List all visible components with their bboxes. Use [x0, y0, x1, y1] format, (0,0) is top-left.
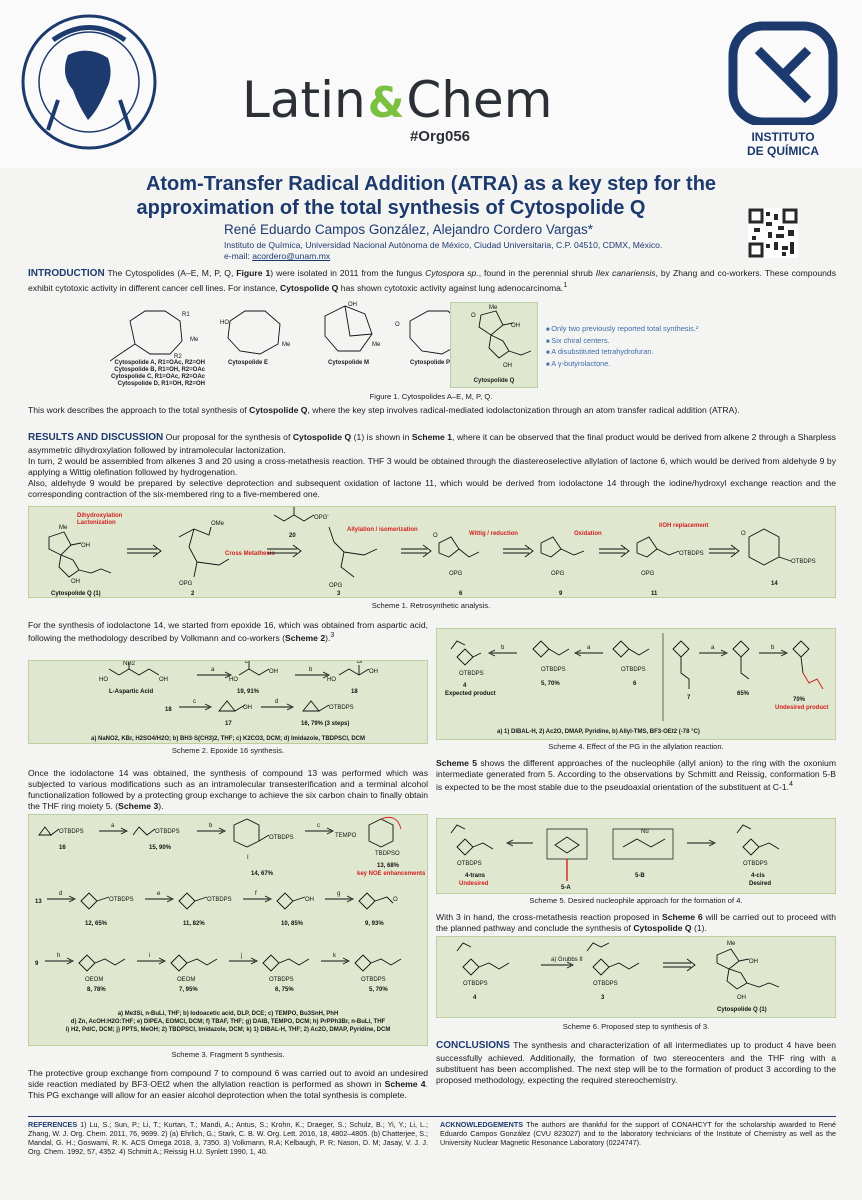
scheme4-compound: 65% [737, 691, 750, 697]
iodo2-end: ). [158, 801, 164, 811]
figure1-caption: Figure 1. Cytospolides A–E, M, P, Q. [369, 392, 493, 401]
iodolactone-end: ). [325, 632, 331, 643]
scheme1-label: Wittig / reduction [469, 531, 518, 537]
scheme6-compound: Cytospolide Q (1) [717, 1007, 767, 1013]
scheme3-compound: 16 [59, 845, 66, 851]
svg-text:h: h [57, 953, 61, 959]
scheme6-compound: 4 [473, 995, 477, 1001]
scheme4-compound: 6 [633, 681, 637, 687]
svg-text:OTBDPS: OTBDPS [207, 897, 232, 903]
svg-text:OEOM: OEOM [177, 977, 196, 983]
intro-heading: INTRODUCTION [28, 268, 105, 279]
results-text: , where it can be observed that the final product would be derived from alkene 2 through a Sharpless asymmetric dihydroxylation followed by intramolecular lactonization. [28, 432, 836, 455]
unam-seal-logo [18, 10, 160, 160]
svg-text:OTBDPS: OTBDPS [459, 671, 484, 677]
instituto-quimica-logo [718, 20, 848, 160]
svg-text:TBDPSO: TBDPSO [375, 851, 400, 857]
scheme3-compound: 8, 78% [87, 987, 106, 993]
scheme1-compound: 14 [771, 581, 778, 587]
iodolactone-scheme-ref: Scheme 2 [285, 632, 326, 643]
svg-text:HO: HO [220, 320, 229, 326]
scheme5-body: shows the different approaches of the nucleophile (allyl anion) to the ring with the oxonium intermediate generated from 5. According to the observations by Schmitt and Reissig, conformation 5-B is expected to be the most stable due to the pseudoaxial orientation of the substituent at C-1. [436, 758, 836, 792]
results-scheme-ref: Scheme 1 [411, 432, 453, 442]
scheme3-box [28, 814, 428, 1046]
svg-text:OTBDPS: OTBDPS [269, 835, 294, 841]
svg-text:HO: HO [327, 677, 336, 683]
fig1-label-p: Cytospolide P [410, 360, 451, 366]
scheme1-caption: Scheme 1. Retrosynthetic analysis. [371, 601, 491, 610]
scheme3-compound: 12, 65% [85, 921, 108, 927]
svg-text:OPG: OPG [449, 571, 463, 577]
svg-text:OPG: OPG [551, 571, 565, 577]
iodo2-scheme-ref: Scheme 3 [118, 801, 159, 811]
svg-text:OH: OH [749, 959, 758, 965]
email-label: e-mail: [224, 251, 253, 261]
scheme6-box [436, 936, 836, 1018]
svg-text:OTBDPS: OTBDPS [361, 977, 386, 983]
scheme6-compound: 3 [601, 995, 605, 1001]
svg-text:OH: OH [348, 302, 357, 308]
scheme5-compound: Desired [749, 881, 772, 887]
svg-text:OTBDPS: OTBDPS [463, 981, 488, 987]
svg-text:c: c [193, 699, 196, 705]
svg-text:OPG': OPG' [314, 515, 329, 521]
institute-line1: INSTITUTO [751, 130, 815, 144]
svg-text:OTBDPS: OTBDPS [791, 559, 816, 565]
fig1-label: Cytospolide C, R1=OAc, R2=OAc [110, 374, 205, 380]
intro-shrub: Ilex canariensis [595, 268, 656, 278]
bullet-text: A γ-butyrolactone. [551, 358, 611, 368]
scheme6-body: With 3 in hand, the cross-metathesis reaction proposed in [436, 912, 663, 922]
scheme5-compound: 5-B [635, 873, 645, 879]
iodo2-text [28, 768, 428, 812]
scheme3-compound: 7, 95% [179, 987, 198, 993]
scheme1-compound: 3 [337, 591, 341, 597]
svg-text:OEOM: OEOM [85, 977, 104, 983]
svg-text:Me: Me [727, 941, 736, 947]
scheme4-compound: 7 [687, 695, 691, 701]
svg-text:Me: Me [372, 342, 381, 348]
scheme4-conditions: a) 1) DIBAL-H, 2) Ac2O, DMAP, Pyridine, b) Allyl-TMS, BF3·OEt2 (-78 °C) [497, 729, 700, 735]
scheme4-caption: Scheme 4. Effect of the PG in the allylation reaction. [548, 742, 724, 751]
svg-text:Me: Me [190, 337, 199, 343]
scheme2-compound: 18 [165, 707, 172, 713]
svg-text:OTBDPS: OTBDPS [457, 861, 482, 867]
scheme1-label: Oxidation [574, 531, 602, 537]
svg-text:OTBDPS: OTBDPS [541, 667, 566, 673]
conclusions-section [436, 1040, 836, 1086]
scheme3-compound: 15, 90% [149, 845, 172, 851]
conclusions-body: The synthesis and characterization of all intermediates up to product 4 have been successfully achieved. Additionally, the formation of two stereocenters and the THF ring with a substituent has been accomplished. The next step will be to the formation of product 3 according to the proposed methodology, expecting the required stereochemistry. [436, 1040, 836, 1085]
svg-text:Me: Me [489, 305, 498, 311]
logo-chem: Chem [406, 71, 553, 129]
svg-text:a: a [711, 645, 715, 651]
footer-divider [28, 1116, 836, 1117]
scheme3-caption: Scheme 3. Fragment 5 synthesis. [171, 1050, 285, 1059]
svg-text:13: 13 [35, 899, 42, 905]
svg-text:OPG: OPG [179, 581, 193, 587]
svg-text:OTBDPS: OTBDPS [269, 977, 294, 983]
svg-text:a: a [211, 667, 215, 673]
scheme1-label: Cross Metathesis [225, 551, 275, 557]
svg-text:O: O [393, 897, 398, 903]
svg-text:Me: Me [59, 525, 68, 531]
references-section [28, 1120, 428, 1156]
title-line2: approximation of the total synthesis of Cytospolide Q [136, 197, 646, 219]
svg-text:k: k [333, 953, 336, 959]
svg-text:d: d [275, 699, 279, 705]
results-heading: RESULTS AND DISCUSSION [28, 432, 164, 443]
intro-text: The Cytospolides (A–E, M, P, Q, [104, 268, 237, 278]
scheme3-compound: 13, 68% [377, 863, 400, 869]
affiliation: Instituto de Química, Universidad Nacional Autónoma de México, Ciudad Universitaria, C.P. 04510, CDMX, México. [224, 240, 663, 250]
fig1-label: Cytospolide B, R1=OH, R2=OAc [114, 367, 205, 373]
svg-text:Br: Br [357, 661, 363, 665]
scheme5-caption: Scheme 5. Desired nucleophile approach for the formation of 4. [529, 896, 743, 905]
work-cytospolide-q: Cytospolide Q [249, 405, 308, 415]
svg-text:Me: Me [282, 342, 291, 348]
svg-text:a: a [111, 823, 115, 829]
svg-text:HO: HO [99, 677, 108, 683]
scheme6-ref: Scheme 6 [662, 912, 703, 922]
scheme4-compound: 4 [463, 683, 467, 689]
scheme2-conditions: a) NaNO2, KBr, H2SO4/H2O; b) BH3·S(CH3)2, THF; c) K2CO3, DCM; d) Imidazole, TBDPSCl, DCM [90, 736, 366, 742]
intro-cytospolide-q: Cytospolide Q [280, 282, 339, 293]
scheme1-compound: 2 [191, 591, 195, 597]
svg-text:b: b [209, 823, 213, 829]
svg-text:O: O [433, 533, 438, 539]
scheme5-text [436, 758, 836, 793]
svg-text:9: 9 [35, 961, 39, 967]
svg-text:OPG: OPG [641, 571, 655, 577]
pg-body: The protective group exchange from compound 7 to compound 6 was carried out to avoid an undesired side reaction mediated by BF3·OEt2 when the allylation reaction is performed as shown in [28, 1068, 428, 1089]
scheme1-compound: 11 [651, 591, 658, 597]
svg-text:e: e [157, 891, 161, 897]
acknowledgements-section [440, 1120, 836, 1147]
svg-text:OTBDPS: OTBDPS [155, 829, 180, 835]
fig1-label-q: Cytospolide Q [473, 378, 515, 384]
results-text: Our proposal for the synthesis of [163, 432, 293, 442]
iodolactone-text [28, 620, 428, 644]
svg-text:OPG: OPG [329, 583, 343, 589]
pg-scheme-ref: Scheme 4 [384, 1079, 426, 1089]
intro-fig-ref: Figure 1 [236, 268, 271, 278]
results-p2: In turn, 2 would be assembled from alkenes 3 and 20 using a cross-metathesis reaction. THF 3 would be obtained through the diastereoselective allylation of lactone 6, which would be derived from aldehyde 9 by applying a Wittig olefination followed by hydrogenation. [28, 455, 836, 477]
intro-text: has shown cytotoxic activity against lung adenocarcinoma. [338, 282, 564, 293]
svg-text:b: b [501, 645, 505, 651]
svg-text:Br: Br [245, 661, 251, 665]
svg-text:g: g [337, 891, 341, 897]
fig1-bullets [546, 324, 698, 370]
scheme6-text [436, 912, 836, 934]
acknowledgements-heading: ACKNOWLEDGEMENTS [440, 1120, 524, 1129]
svg-text:OH: OH [369, 669, 378, 675]
scheme1-compound: 20 [289, 533, 296, 539]
fig1-label-m: Cytospolide M [328, 360, 370, 366]
intro-section [28, 268, 836, 294]
fig1-label: Cytospolide D, R1=OH, R2=OH [117, 381, 205, 387]
work-text: , where the key step involves radical-mediated iodolactonization through an atom transfer radical addition (ATRA). [307, 405, 740, 415]
svg-text:HO: HO [229, 677, 238, 683]
scheme2-compound: 19, 91% [237, 689, 260, 695]
bullet-text: Six chiral centers. [551, 335, 610, 345]
svg-text:f: f [255, 891, 257, 897]
pg-text [28, 1068, 428, 1101]
email-link[interactable]: acordero@unam.mx [252, 251, 331, 261]
iodo2-body: Once the iodolactone 14 was obtained, the synthesis of compound 13 was performed which was subjected to various modifications such as an intramolecular transesterification and a terminal alcohol functionalization followed by a protecting group exchange to achieve the six carbon chain to finally obtain the THF ring moiety 5. ( [28, 768, 428, 811]
fig1-label-e: Cytospolide E [228, 360, 269, 366]
scheme2-compound: L-Aspartic Acid [109, 689, 154, 695]
scheme1-label: Allylation / isomerization [347, 527, 418, 533]
bullet-item: ■ A disubstituted tetrahydrofuran. [546, 347, 654, 357]
scheme2-compound: 18 [351, 689, 358, 695]
scheme3-compound: 6, 75% [275, 987, 294, 993]
scheme3-compound: 9, 93% [365, 921, 384, 927]
svg-text:R1: R1 [182, 312, 190, 318]
bullet-item: ■ Only two previously reported total synthesis.² [546, 324, 699, 333]
scheme1-compound: Cytospolide Q (1) [51, 591, 101, 597]
svg-text:OH: OH [81, 543, 90, 549]
scheme5-compound: 5-A [561, 885, 571, 891]
intro-text: , found in the perennial shrub [478, 268, 596, 278]
scheme6-body: will be carried out to proceed with the planned pathway and conclude the synthesis of [436, 912, 836, 933]
results-section [28, 432, 836, 500]
svg-text:O: O [741, 531, 746, 537]
scheme3-compound: 5, 70% [369, 987, 388, 993]
intro-text: ) were isolated in 2011 from the fungus [270, 268, 426, 278]
svg-text:OTBDPS: OTBDPS [329, 705, 354, 711]
svg-text:b: b [309, 667, 313, 673]
scheme4-compound: 70% [793, 697, 806, 703]
scheme4-compound: 5, 70% [541, 681, 560, 687]
svg-text:OTBDPS: OTBDPS [593, 981, 618, 987]
scheme1-label: Dihydroxylation [77, 513, 123, 519]
svg-text:R2: R2 [174, 354, 182, 360]
scheme3-noe: key NOE enhancements [357, 871, 426, 877]
scheme3-compound: 11, 82% [183, 921, 205, 927]
scheme3-conditions [29, 1010, 427, 1034]
svg-text:OTBDPS: OTBDPS [621, 667, 646, 673]
scheme5-compound: 4-trans [465, 873, 486, 879]
svg-text:b: b [771, 645, 775, 651]
scheme2-caption: Scheme 2. Epoxide 16 synthesis. [171, 746, 285, 755]
intro-fungus: Cytospora sp. [425, 268, 479, 278]
acknowledgements-body: The authors are thankful for the support of CONAHCYT for the scholarship awarded to René Eduardo Campos González (CVU 823027) and to the laboratory technicians of the Institute of Chemistry as well as the University Nuclear Magnetic Resonance Laboratory (0224747). [440, 1120, 836, 1147]
scheme6-conditions: a) Grubbs II [551, 957, 583, 963]
logo-ampersand-icon: & [367, 78, 405, 127]
scheme5-compound: 4-cis [751, 873, 765, 879]
svg-text:OTBDPS: OTBDPS [109, 897, 134, 903]
svg-text:OH: OH [71, 579, 80, 585]
svg-text:OH: OH [305, 897, 314, 903]
figure1 [110, 296, 750, 396]
svg-text:i: i [149, 953, 151, 959]
qr-code[interactable] [748, 208, 798, 258]
scheme3-cond: i) H2, Pd/C, DCM; j) PPTS, MeOH; 2) TBDPSCl, Imidazole, DCM; k) 1) DIBAL-H, THF; 2) Ac2O, DMAP, Pyridine, DCM [65, 1027, 391, 1033]
scheme1-compound: 9 [559, 591, 563, 597]
scheme1-label: I/OH replacement [659, 523, 709, 529]
svg-text:d: d [59, 891, 63, 897]
svg-text:OTBDPS: OTBDPS [679, 551, 704, 557]
scheme5-compound: Undesired [459, 881, 489, 887]
cytospolide-q-box [450, 302, 538, 388]
svg-text:j: j [241, 953, 243, 959]
svg-text:OMe: OMe [211, 521, 225, 527]
scheme6-end: (1). [691, 923, 707, 933]
svg-text:OH: OH [269, 669, 278, 675]
svg-text:TEMPO: TEMPO [335, 833, 357, 839]
scheme5-ref: Scheme 5 [436, 758, 478, 768]
scheme3-compound: 14, 67% [251, 871, 274, 877]
scheme3-cond: a) Me3Si, n-BuLi, THF; b) Iodoacetic acid, DLP, DCE; c) TEMPO, Bu3SnH, PhH [117, 1011, 339, 1017]
scheme1-label: Lactonization [77, 520, 116, 526]
scheme4-box [436, 628, 836, 740]
header [0, 0, 862, 168]
svg-text:OH: OH [243, 705, 252, 711]
scheme5-box [436, 818, 836, 894]
poster-title [0, 172, 862, 220]
scheme5-sup: 4 [789, 780, 794, 788]
iodolactone-body: For the synthesis of iodolactone 14, we started from epoxide 16, which was obtained from aspartic acid, following the methodology described by Volkmann and co-workers ( [28, 620, 428, 643]
scheme6-cq: Cytospolide Q [633, 923, 692, 933]
svg-text:I: I [247, 855, 249, 861]
svg-text:OH: OH [737, 995, 746, 1001]
institute-line2: DE QUÍMICA [747, 144, 819, 158]
svg-text:Nu: Nu [641, 829, 649, 835]
scheme2-box [28, 660, 428, 744]
svg-text:NH2: NH2 [123, 661, 136, 667]
latinchem-logo [242, 70, 632, 130]
scheme1-compound: 6 [459, 591, 463, 597]
bullet-text: Only two previously reported total synthesis.² [551, 324, 699, 333]
bullet-text: A disubstituted tetrahydrofuran. [551, 347, 654, 357]
bullet-item: ■ Six chiral centers. [546, 335, 610, 345]
conclusions-heading: CONCLUSIONS [436, 1040, 510, 1051]
fig1-label: Cytospolide A, R1=OAc, R2=OH [114, 360, 205, 366]
scheme2-compound: 16, 79% (3 steps) [301, 721, 350, 727]
references-heading: REFERENCES [28, 1120, 78, 1129]
svg-text:a: a [587, 645, 591, 651]
scheme3-compound: 10, 85% [281, 921, 304, 927]
svg-text:c: c [317, 823, 320, 829]
poster-code: #Org056 [409, 128, 471, 145]
results-p3: Also, aldehyde 9 would be prepared by selective deprotection and subsequent oxidation of lactone 11, which would be derived from iodolactone 14 through the iodine/hydroxyl exchange reaction and the corresponding contraction of the six-membered ring to a five-membered one. [28, 477, 836, 499]
references-body: 1) Lu, S.; Sun, P.; Li, T.; Kurtan, T.; Mandi, A.; Antus, S.; Krohn, K.; Draeger, S.; Schulz, B.; Yi, Y.; Li, L.; Zhang, W. J. Org. Chem. 2011, 76, 9699. 2) (a) Ehrlich, G.; Stark, C. B. W. Org. Lett. 2016, 18, 4802–4805. (b) Chatterjee, S.; Mandal, G. H.; Goswami, R. K. ACS Omega 2018, 3, 7350. 3) Volkmann, R.A; Kelbaugh, P. R; Nason, D. M; Jasay, V. J. J. Org. Chem. 1992, 57, 4352. 4) Schmitt A.; Reissig H.U. Synlett 1990, 1, 40. [28, 1120, 428, 1156]
svg-text:O: O [395, 322, 400, 328]
svg-text:O: O [471, 313, 476, 319]
work-text: This work describes the approach to the total synthesis of [28, 405, 250, 415]
scheme1-box [28, 506, 836, 598]
results-text: (1) is shown in [351, 432, 412, 442]
email-line [224, 251, 330, 261]
title-line1: Atom-Transfer Radical Addition (ATRA) as a key step for the [145, 173, 717, 195]
svg-text:OH: OH [503, 363, 512, 369]
scheme6-caption: Scheme 6. Proposed step to synthesis of 3. [562, 1022, 710, 1031]
logo-latin: Latin [242, 71, 366, 129]
intro-text: , by Zhang and co-workers. These compounds exhibit cytotoxic activity in different cancer cell lines. For instance, [28, 268, 837, 293]
scheme2-compound: 17 [225, 721, 232, 727]
work-description [28, 405, 836, 416]
pg-end: . This PG exchange will allow for an easier alcohol deprotection when the total synthesis is complete. [28, 1079, 428, 1100]
svg-text:OH: OH [159, 677, 168, 683]
svg-text:OTBDPS: OTBDPS [743, 861, 768, 867]
results-cq: Cytospolide Q [292, 432, 352, 442]
svg-text:OTBDPS: OTBDPS [59, 829, 84, 835]
iodolactone-sup: 3 [330, 631, 335, 639]
intro-sup: 1 [563, 280, 568, 289]
scheme4-expected: Expected product [445, 691, 496, 697]
fig1-labels-ad [110, 360, 205, 388]
scheme4-undesired: Undesired product [775, 705, 829, 711]
svg-text:OH: OH [511, 323, 520, 329]
bullet-item: ■ A γ-butyrolactone. [546, 358, 611, 368]
scheme3-cond: d) Zn, AcOH:H2O:THF; e) DIPEA, EOMCl, DCM; f) TBAF, THF; g) DAIB, TEMPO, DCM; h) PrPPh3Br, n-BuLi, THF [70, 1019, 386, 1025]
authors: René Eduardo Campos González, Alejandro Cordero Vargas* [224, 222, 593, 237]
